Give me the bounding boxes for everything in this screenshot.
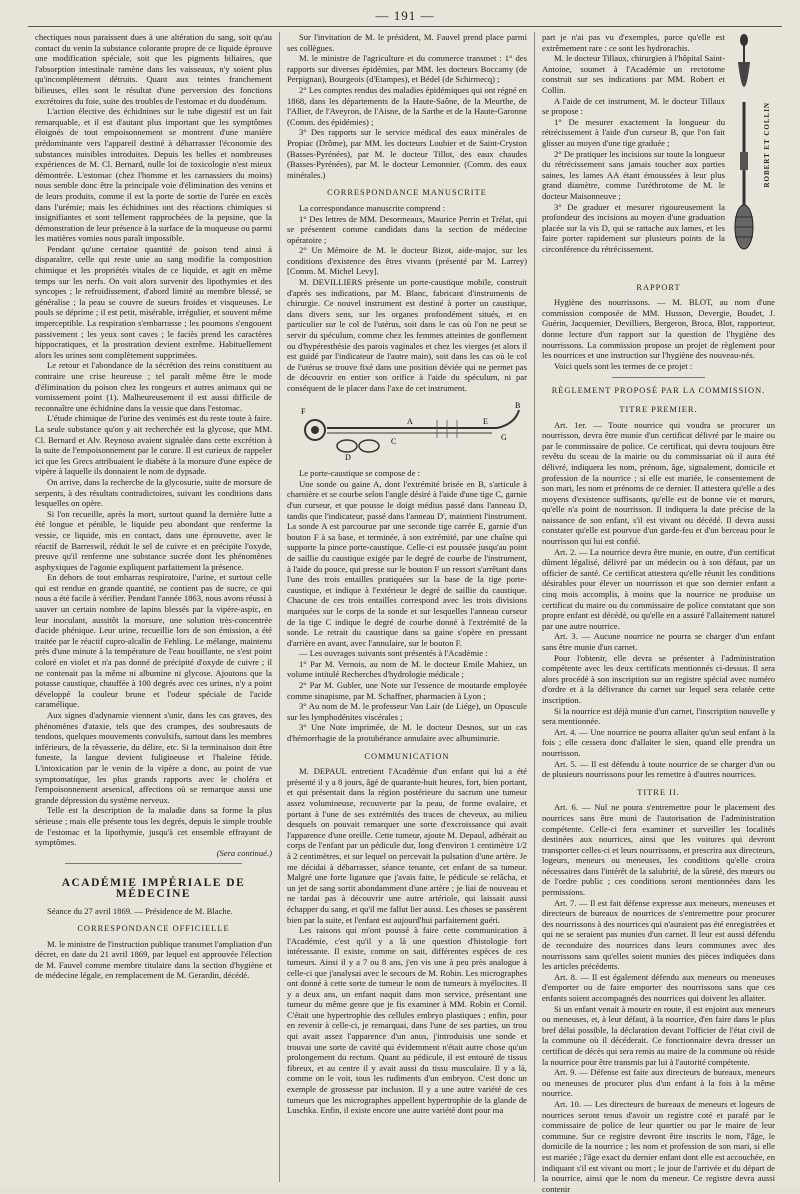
paragraph: Pendant qu'une certaine quantité de poison tend ainsi à disparaître, celle qui reste unie au sang modifie la composition chimique et les propriétés vitales de ce liquide, et agit en même temps sur les nerfs. On voit alors survenir des lipothymies et des syncopes ; le refroidissement, d'abord limité au membre blessé, se généralise ; la peau se couvre de sueurs froides et visqueuses. Le pouls se déprime ; il est petit, misérable, irrégulier, et souvent même imperceptible. La respiration s'embarrasse ; les poumons s'engouent passivement ; les yeux sont caves ; le faciès prend les caractères hippocratiques, et la prostration devient extrême. Habituellement alors les urines sont complètement supprimées. (35, 243, 272, 360)
maker-label: ROBERT ET COLLIN (763, 102, 772, 188)
figure-letter: F (300, 406, 306, 416)
article: Pour l'obtenir, elle devra se présenter à l'administration compétente avec les deux certificats mentionnés ci-dessus. Il sera alors procédé à son inscription sur un registre spécial avec numéro d'ordre et à la délivrance du carnet sur lequel sera relatée cette inscription. (541, 652, 775, 705)
article: Art. 6. — Nul ne poura s'entremettre pour le placement des nourrices sans être muni de l'autorisation de l'administration compétente. Celle-ci fera examiner et surveiller les localités destinées aux nourrices, ainsi que les voitures qui devront transporter celles-ci et leurs nourrissons, et prescrira aux directeurs, logeurs, meneurs ou meneuses, les conditions qu'elle croira nécessaires dans l'intérêt de la salubrité, de la sûreté, des mœurs ou de l'ordre public ; ces conditions seront mentionnées dans les permissions. (541, 802, 775, 898)
paragraph: 3° Au nom de M. le professeur Van Lair (de Liége), un Opuscule sur les lymphodénites viscérales ; (286, 701, 527, 722)
paragraph: M. le docteur Tillaux, chirurgien à l'hôpital Saint-Antoine, soumet à l'Académie un rectotome construit sur ses indications par MM. Robert et Collin. (541, 53, 725, 95)
seance-line: Séance du 27 avril 1869. — Présidence de M. Blache. (47, 905, 233, 916)
paragraph: 3° Des rapports sur le service médical des eaux minérales de Propiac (Drôme), par MM. les docteurs Loubier et de Saint-Cryston (Basses-Pyrénées), par M. le docteur Tillot, des eaux chaudes (Basses-Pyrénées), par M. le docteur Lemonnier. (Comm. des eaux minérales.) (286, 127, 527, 180)
section-heading-correspondance-manuscrite: CORRESPONDANCE MANUSCRITE (327, 188, 487, 198)
column-1 (28, 32, 279, 1182)
paragraph: M. DEVILLIERS présente un porte-caustique mobile, construit d'après ses indications, par M. Blanc, fabricant d'instruments de chirurgie. Ce nouvel instrument est destiné à porter un caustique, dans divers sens, sur les organes profondément situés, et en particulier sur le col de l'utérus, soit dans le cas où l'on ne peut se servir du spéculum, comme chez les femmes atteintes de gonflement ou d'hypéresthésie des parois vaginales et chez les vierges (et alors il est guidé par l'indicateur de l'autre main), soit dans les cas où le col de l'utérus se trouve fixé dans une position déviée qui ne permet pas de découvrir en entier son orifice à l'aide du spéculum, ni par conséquent de le placer dans l'axe de cet instrument. (286, 277, 527, 393)
paragraph: 1° Des lettres de MM. Desormeaux, Maurice Perrin et Trélat, qui se présentent comme candidats dans la section de médecine opératoire ; (286, 213, 527, 245)
divider (612, 377, 705, 378)
figure-letter: E (482, 416, 488, 426)
rectotome-figure (729, 32, 775, 275)
divider (65, 863, 242, 864)
paragraph: part je n'ai pas vu d'exemples, parce qu'elle est extrêmement rare : ce sont les hydrorachis. (541, 32, 725, 53)
paragraph: 2° Les comptes rendus des maladies épidémiques qui ont régné en 1868, dans les départements de la Haute-Saône, de la Meurthe, de l'Allier, de l'Aveyron, de l'Aisne, de la Sarthe et de la Haute-Garonne (Comm. des épidémies) ; (286, 84, 527, 127)
article: Art. 9. — Défense est faite aux directeurs de bureaux, meneurs ou meneuses de procurer plus d'un enfant à la fois à la même nourrice. (541, 1067, 775, 1099)
article: Art. 1er. — Toute nourrice qui voudra se procurer un nourrisson, devra être munie d'un certificat délivré par le maire ou par le commissaire de police. Ce certificat, qui devra toujours être revêtu du sceau de la mairie ou du commissariat où il aura été délivré, indiquera les nom, prénom, âge, signalement, domicile et profession de la nourrice ; si elle est mariée, le consentement de son mari, les nom et prénoms de ce dernier. Il attestera qu'elle a des moyens d'existence suffisants, qu'elle est de bonne vie et mœurs, qu'elle n'a point de nourrisson. Il indiquera la date précise de la naissance de son enfant, s'il est vivant ou décédé. Il devra aussi constater qu'elle est pourvue d'un garde-feu et d'un berceau pour le nourrisson qui lui est confié. (541, 419, 775, 547)
paragraph: 2° De pratiquer les incisions sur toute la longueur du rétrécissement sans jamais toucher aux parties saines, les lames AA étant émoussées à leur plus grand diamètre, comme l'uréthrotome de M. le docteur Maisonneuve ; (541, 148, 725, 201)
paragraph: M. DEPAUL entretient l'Académie d'un enfant qui lui a été présenté il y a 8 jours, âgé de quarante-huit heures, fort, bien portant, et qui présentait dans la région postérieure du sacrum une tumeur assez volumineuse, recouverte par la peau, de forme ovalaire, et portant à l'une de ses extrémités des traces de cheveux, au milieu desquels on pouvait remarquer une sorte d'excroissance qui avait l'apparence d'une oreille. Cette tumeur, ajoute M. Depaul, adhérait au corps de l'enfant par un pédicule dur, long d'environ 1 centimètre 1/2 à 2 centimètres, et sur lequel on percevait la pulsation d'une artère. Je me décidai à débarrasser, séance tenante, cet enfant de sa tumeur. Malgré une forte ligature que j'avais faite, le pédicule se relâcha, et un jet de sang sortit abondamment d'une artère ; je liai de nouveau et ne tardai pas à découvrir une autre artériole, qui laissait aussi échapper du sang, et qu'il me fallut lier aussi. Les choses se passèrent bien par la suite, et l'enfant est aujourd'hui parfaitement guéri. (286, 766, 527, 925)
paragraph: Hygiène des nourrissons. — M. BLOT, au nom d'une commission composée de MM. Husson, Devergie, Boudet, J. Guérin, Jacquemier, Devilliers, Bergeron, Broca, Blot, rapporteur, donne lecture d'un rapport sur la question de l'hygiène des nourrissons. La commission propose un projet de règlement pour les nourrices et une instruction sur l'hygiène des nouveau-nés. (541, 297, 775, 361)
paragraph: L'action élective des échidnines sur le tube digestif est un fait remarquable, et il est d'autant plus important que les symptômes éloignés de tout empoisonnement se montrent d'une manière prédominante vers l'appareil destiné à débarrasser l'économie des substances nuisibles introduites. Depuis les belles et nombreuses expériences de M. Cl. Bernard, nulle loi de toxicologie n'est mieux démontrée. L'estomac (chez l'homme et les carnassiers du moins) nous semble donc être la principale voie d'élimination des venins et de leurs produits, comme il est la porte de sortie de l'urée en excès dans l'urémie; mais les échidnines ont des réactions chimiques si insignifiantes et sont tellement rapprochées de la pepsine, que la démonstration de leur présence à la surface de la muqueuse ou parmi les matières vomies nous paraît impossible. (35, 106, 272, 244)
paragraph: On arrive, dans la recherche de la glycosurie, suite de morsure de serpents, à des résultats contradictoires, suivant les conditions dans lesquelles on opère. (35, 476, 272, 509)
article: Art. 7. — Il est fait défense expresse aux meneurs, meneuses et directeurs de bureaux de nourrices de s'entremettre pour procurer des nourrissons à des nourrices qui n'auraient pas été enregistrées et qui ne se seraient pas munies d'un carnet. Il leur est aussi défendu de reconduire des nourrices dans leurs communes avec des nourrissons sans qu'elles soient munies des pièces indiquées dans les articles précédents. (541, 897, 775, 972)
paragraph: Telle est la description de la maladie dans sa forme la plus sérieuse ; mais elle présente tous les degrés, depuis le simple trouble de l'estomac et la lipothymie, jusqu'à cet ensemble effrayant de symptômes. (35, 805, 272, 848)
paragraph: — Les ouvrages suivants sont présentés à l'Académie : (298, 648, 488, 659)
paragraph: Une sonde ou gaine A, dont l'extrémité brisée en B, s'articule à charnière et se courbe selon l'angle désiré à l'aide d'une tige C, garnie d'un curseur, et que pousse le doigt médius passé dans l'anneau D, tandis que l'indicateur, passé dans l'anneau D', maintient l'instrument. La sonde A est parcourue par une seconde tige carrée E, garnie d'un bouton F à sa base, et terminée, à son extrémité, par une chaîne qui supporte la pince porte-caustique. Celle-ci est poussée jusqu'au point de saillie du caustique exigée par le degré de courbe de l'instrument, à l'aide du pouce, qui presse sur le bouton F un ressort s'arrêtant dans l'une des trois entailles pratiquées sur la base de la tige porte-caustique, et indique à l'extérieur le degré de saillie du caustique. Chacune de ces trois entailles correspond avec les trois divisions marquées sur le corps de la sonde et sur lesquelles l'anneau curseur de la tige C indique le degré de courbe donné à l'extrémité de la sonde. Le retrait du caustique dans sa gaine s'opère en pressant d'arrière en avant, avec l'annulaire, sur le bouton F. (286, 478, 527, 648)
titre-deux: TITRE II. (637, 787, 680, 797)
figure-letter: A (406, 416, 413, 426)
column-2 (279, 32, 534, 1182)
article: Art. 10. — Les directeurs de bureaux de meneurs et logeurs de nourrices seront tenus d'avoir un registre coté et parafé par le commissaire de police de leur quartier ou par le maire de leur commune. Sur ce registre devront être inscrits le nom, l'âge, le domicile de la nourrice ; les nom et profession de son mari, si elle est mariée ; l'âge exact du dernier enfant dont elle est accouchée, en indiquant s'il est vivant ou mort ; le jour de l'arrivée et du départ de la nourrice, ainsi que le nom du meneur. Ce registre devra aussi contenir (541, 1098, 775, 1194)
article: Art. 2. — La nourrice devra être munie, en outre, d'un certificat dûment légalisé, délivré par un médecin ou à son défaut, par un officier de santé. Ce certificat attestera qu'elle réunit les conditions désirables pour élever un nourrisson et que son dernier enfant a cinq mois accomplis, à moins que la nourrice ne produise un certificat du maire ou du commissaire de police constatant que son propre enfant est décédé, ou qu'elle en a assuré l'allaitement naturel par une autre nourrice. (541, 546, 775, 631)
paragraph: La correspondance manuscrite comprend : (298, 202, 445, 213)
figure-letter: G (500, 432, 507, 442)
paragraph: M. le ministre de l'agriculture et du commerce transmet : 1° des rapports sur diverses épidémies, par MM. les docteurs Boccamy (de Perpignan), Bourgeois (d'Etampes), et Bédel (de Schirmecq) ; (286, 53, 527, 85)
rectotome-illustration (729, 32, 759, 272)
academy-title: ACADÉMIE IMPÉRIALE DE MÉDECINE (61, 877, 246, 900)
paragraph: Les raisons qui m'ont poussé à faire cette communication à l'Académie, c'est qu'il y a là une question d'histologie fort intéressante. Il existe, comme on sait, différentes espèces de ces tumeurs. Ainsi il y a 7 ou 8 ans, j'en vis une à peu près analogue à celle-ci que j'analysai avec le secours de M. Robin. Les micrographes ont donné à cette sorte de tumeur le nom de tumeurs à myélocites. Il y a deux ans, un enfant naquit dans mon service, présentant une tumeur du même genre que je fis examiner à MM. Robin et Cornil. C'était une hypertrophie des cellules embryo plastiques ; enfin, pour en revenir à celle-ci, je remarquai, dans l'une de ses parties, un trou qui avait assez l'apparence d'un anus, j'introduisis une sonde et trouvai une sorte de cavité qui évidemment n'était autre chose qu'un prolongement du rectum. Quant au pédicule, il est entouré de tissus fibreux, et au centre il y avait aussi du tissu musculaire. Il y a là, comme on le voit, tous les rudiments d'un embryon. C'est donc un exemple de grossesse par inclusion. Il y a une autre variété de ces tumeurs que les micrographes appellent hypertrophie de la glande de Luschka. Enfin, il existe encore une autre variété dont pour ma (286, 925, 527, 1116)
article: Art. 4. — Une nourrice ne pourra allaiter qu'un seul enfant à la fois ; elle cessera donc d'allaiter le sien, quand elle prendra un nourrisson. (541, 726, 775, 758)
column-3 (534, 32, 782, 1194)
paragraph: 1° De mesurer exactement la longueur du rétrécissement à l'aide d'un curseur B, que l'on fait glisser au moyen d'une tige graduée ; (541, 116, 725, 148)
rectotome-section (542, 32, 775, 275)
porte-caustique-figure (287, 400, 527, 465)
paragraph: 2° Un Mémoire de M. le docteur Bizot, aide-major, sur les conditions d'existence des êtres vivants (présenté par M. Larrey) [Comm. M. Michel Levy]. (286, 245, 527, 277)
columns (28, 32, 782, 1194)
article: Si la nourrice est déjà munie d'un carnet, l'inscription nouvelle y sera mentionnée. (541, 705, 775, 727)
col1-article-body (35, 32, 272, 858)
section-heading-correspondance-officielle: CORRESPONDANCE OFFICIELLE (77, 924, 230, 934)
paragraph: 1° Par M. Vernois, au nom de M. le docteur Emile Mahiez, un volume intitulé Recherches d'hydrologie médicale ; (286, 658, 527, 680)
porte-caustique-illustration (287, 400, 527, 462)
reglement-title: RÈGLEMENT PROPOSÉ PAR LA COMMISSION. (551, 386, 766, 396)
paragraph: Si l'on recueille, après la mort, surtout quand la dernière lutte a été longue et pénible, le liquide peu abondant que renferme la vessie, ce liquide, mis en contact, dans une éprouvette, avec le réactif de Barreswil, réduit le sel de cuivre et en précipite l'oxyde, preuve qu'il renferme une substance sucrée dont les phénomènes asphyxiques de l'agonie expliquent parfaitement la présence. (35, 508, 272, 572)
paragraph: 3° De graduer et mesurer rigoureusement la profondeur des incisions au moyen d'une graduation placée sur la vis D, qui se rattache aux lames, et les faire porter rapidement sur plusieurs points de la circonférence du rétrécissement. (541, 201, 725, 254)
paragraph: chectiques nous paraissent dues à une altération du sang, soit qu'au contact du venin la substance colorante propre de ce liquide éprouve une modification spéciale, soit que les pigments biliaires, que l'absorption intestinale ramène dans les vaisseaux, n'y soient plus qu'incomplètement détruits. Quant aux teintes franchement bilieuses, elles sont le résultat d'une perversion des fonctions excrétoires du foie, suite des troubles de l'estomac et du duodénum. (35, 32, 272, 106)
paragraph: Voici quels sont les termes de ce projet : (553, 360, 693, 371)
paragraph: 2° Par M. Gubler, une Note sur l'essence de moutarde employée comme sinapisme, par M. Schaffner, pharmacien à Lyon ; (286, 680, 527, 701)
page-number: — 191 — (28, 8, 782, 27)
paragraph: Sur l'invitation de M. le président, M. Fauvel prend place parmi ses collègues. (286, 32, 527, 53)
paragraph: L'étude chimique de l'urine des venimés est du reste toute à faire. La seule substance qu'on y ait recherchée est la glycose, que MM. Cl. Bernard et Alv. Reynoso avaient signalée dans cette excrétion à la suite de l'empoisonnement par le curare. Il est curieux de rappeler ici que les Grecs attribuaient le diabète à la morsure d'une espèce de vipère à laquelle ils donnaient le nom de dypsade. (35, 413, 272, 477)
figure-letter: D (344, 452, 351, 462)
figure-letter: B (514, 400, 521, 410)
paragraph: Le porte-caustique se compose de : (298, 468, 420, 479)
section-heading-rapport: RAPPORT (636, 282, 681, 292)
rectotome-text (542, 32, 725, 275)
paragraph: Le retour et l'abondance de la sécrétion des reins constituent au contraire une crise heureuse ; tel paraît même être le mode d'élimination du poison chez les rongeurs et autres animaux qui ne vomissement point (1). Malheureusement il est aussi difficile de reconnaître une échidnine dans la vessie que dans l'estomac. (35, 360, 272, 413)
titre-premier: TITRE PREMIER. (619, 404, 698, 414)
continued-note: (Sera continué.) (216, 847, 272, 858)
paragraph: A l'aide de cet instrument, M. le docteur Tillaux se propose : (541, 95, 725, 117)
paragraph: En dehors de tout embarras respiratoire, l'urine, et surtout celle qui est rendue en grande quantité, ne contient pas de sucre, ce qui nous a été facile à vérifier. Pendant l'année 1863, nous avons réussi à sauver un certain nombre de lapins blessés par la vipère-aspic, en leur inoculant, aussitôt la morsure, une solution très-concentrée d'acide phénique. Leur urine, recueillie lors de son émission, a été traitée par le réactif cupro-alcalin de Fehling. Le mélange, maintenu près d'une minute à la température de l'eau bouillante, ne s'est point coloré en violet et n'a pas donné de précipité d'oxyde de cuivre ; il ne contenait pas la même ni albumine ni glycose. Ajoutons que la potasse caustique, chauffée à 100 degrés avec ces urines, n'y a point développé la couleur brune et l'odeur spéciale de l'acide caramélique. (35, 572, 272, 710)
article: Art. 3. — Aucune nourrice ne pourra se charger d'un enfant sans être munie d'un carnet. (541, 631, 775, 652)
article: Si un enfant venait à mourir en route, il est enjoint aux meneurs ou meneuses, et, à leur défaut, à la nourrice, d'en faire dans le plus bref délai possible, la déclaration devant l'officier de l'état civil de la commune où il décéderait. Ce fonctionnaire devra dresser un certificat de décès qui sera remis au maire de la commune où réside la nourrice pour être transmis par lui à l'autorité compétente. (541, 1003, 775, 1067)
paragraph: 3° Une Note imprimée, de M. le docteur Desnos, sur un cas d'hémorrhagie de la protubérance annulaire avec albuminurie. (286, 722, 527, 744)
paragraph: Aux signes d'adynamie viennent s'unir, dans les cas graves, des phénomènes d'ataxie, tels que des crampes, des soubresauts de tendons, quelques mouvements convulsifs, surtout dans les membres inférieurs, de la rêvasserie, du délire, etc. Si la terminaison doit être funeste, la langue devient fuligineuse et l'haleine fétide. L'intoxication par le venin de la vipère a donc, au point de vue symptomatique, les plus grands rapports avec le choléra et l'empoisonnement arsenical, affections où se remarque aussi une grande dépression du système nerveux. (35, 710, 272, 805)
figure-letter: C (390, 436, 397, 446)
article: Art. 5. — Il est défendu à toute nourrice de se charger d'un ou de plusieurs nourrissons pour les remettre à d'autres nourrices. (541, 758, 775, 780)
article: Art. 8. — Il est également défendu aux meneurs ou meneuses d'emporter ou de faire emporter des nourrissons sans que ces enfants soient accompagnés des nourrices qui doivent les allaiter. (541, 971, 775, 1003)
paragraph: M. le ministre de l'instruction publique transmet l'ampliation d'un décret, en date du 21 avril 1869, par lequel est approuvée l'élection de M. Fauvel comme membre titulaire dans la section d'hygiène et de médecine légale, en remplacement de M. Gerardin, décédé. (35, 938, 272, 981)
section-heading-communication: COMMUNICATION (364, 751, 450, 761)
